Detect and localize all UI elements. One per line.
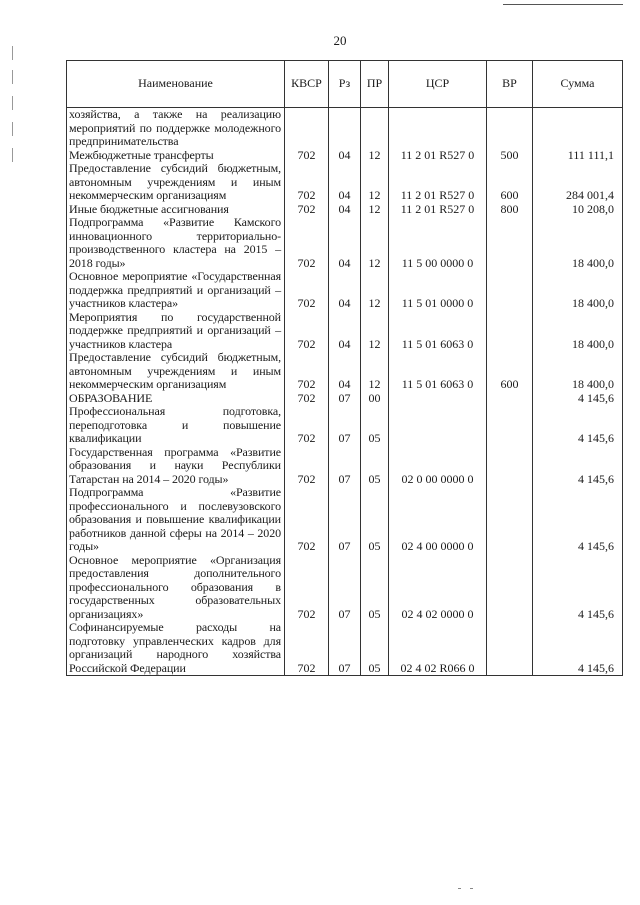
table-row — [67, 486, 623, 554]
cell-vr — [487, 554, 533, 622]
cell-pr — [361, 108, 389, 149]
table-row — [67, 216, 623, 270]
header-pr: ПР — [361, 61, 389, 108]
cell-name: Софинансируемые расходы на подготовку управленческих кадров для организаций народного хозяйства Российской Федерации — [67, 621, 285, 676]
binding-mark — [12, 122, 13, 136]
cell-rz: 07 — [329, 446, 361, 487]
table-body — [67, 108, 623, 676]
cell-rz: 07 — [329, 486, 361, 554]
cell-pr: 12 — [361, 311, 389, 352]
cell-kvsr: 702 — [285, 311, 329, 352]
cell-kvsr: 702 — [285, 203, 329, 217]
cell-pr: 00 — [361, 392, 389, 406]
header-rz: Рз — [329, 61, 361, 108]
table-row — [67, 405, 623, 446]
cell-sum: 18 400,0 — [533, 351, 623, 392]
cell-name: Профессиональная подготовка, переподготовка и повышение квалификации — [67, 405, 285, 446]
cell-kvsr: 702 — [285, 392, 329, 406]
cell-csr: 11 2 01 R527 0 — [389, 149, 487, 163]
cell-sum: 18 400,0 — [533, 311, 623, 352]
cell-vr — [487, 216, 533, 270]
header-kvsr: КВСР — [285, 61, 329, 108]
table-row — [67, 621, 623, 676]
cell-rz — [329, 108, 361, 149]
cell-pr: 12 — [361, 203, 389, 217]
cell-name: Предоставление субсидий бюджетным, автономным учреждениям и иным некоммерческим организациям — [67, 162, 285, 203]
cell-kvsr: 702 — [285, 270, 329, 311]
cell-rz: 04 — [329, 270, 361, 311]
cell-kvsr: 702 — [285, 405, 329, 446]
page-number: 20 — [333, 33, 347, 48]
cell-sum: 111 111,1 — [533, 149, 623, 163]
table-row — [67, 554, 623, 622]
table-header — [67, 61, 623, 108]
cell-rz: 07 — [329, 554, 361, 622]
cell-sum: 4 145,6 — [533, 621, 623, 676]
cell-pr: 05 — [361, 446, 389, 487]
cell-csr: 11 5 01 0000 0 — [389, 270, 487, 311]
cell-kvsr: 702 — [285, 486, 329, 554]
cell-vr: 600 — [487, 162, 533, 203]
cell-csr: 11 5 00 0000 0 — [389, 216, 487, 270]
scan-speck — [458, 888, 461, 889]
cell-vr — [487, 392, 533, 406]
cell-kvsr: 702 — [285, 446, 329, 487]
cell-vr — [487, 486, 533, 554]
scan-speck — [470, 888, 473, 889]
cell-name: Основное мероприятие «Государственная поддержка предприятий и организаций – участников кластера» — [67, 270, 285, 311]
cell-rz: 04 — [329, 311, 361, 352]
cell-sum: 4 145,6 — [533, 446, 623, 487]
cell-sum: 4 145,6 — [533, 392, 623, 406]
cell-name: Государственная программа «Развитие образования и науки Республики Татарстан на 2014 – 2020 годы» — [67, 446, 285, 487]
header-vr: ВР — [487, 61, 533, 108]
table-row — [67, 203, 623, 217]
cell-vr: 600 — [487, 351, 533, 392]
cell-rz: 04 — [329, 216, 361, 270]
cell-vr — [487, 311, 533, 352]
cell-csr: 11 2 01 R527 0 — [389, 203, 487, 217]
cell-pr: 05 — [361, 621, 389, 676]
cell-rz: 07 — [329, 405, 361, 446]
cell-rz: 07 — [329, 621, 361, 676]
cell-pr: 12 — [361, 270, 389, 311]
cell-vr — [487, 446, 533, 487]
binding-mark — [12, 70, 13, 84]
cell-name: ОБРАЗОВАНИЕ — [67, 392, 285, 406]
cell-sum: 10 208,0 — [533, 203, 623, 217]
cell-pr: 05 — [361, 486, 389, 554]
cell-kvsr: 702 — [285, 162, 329, 203]
cell-sum — [533, 108, 623, 149]
cell-kvsr: 702 — [285, 351, 329, 392]
cell-csr: 11 5 01 6063 0 — [389, 351, 487, 392]
cell-vr — [487, 621, 533, 676]
cell-csr: 02 4 02 0000 0 — [389, 554, 487, 622]
cell-csr: 11 2 01 R527 0 — [389, 162, 487, 203]
cell-csr: 02 4 02 R066 0 — [389, 621, 487, 676]
cell-name: Иные бюджетные ассигнования — [67, 203, 285, 217]
binding-mark — [12, 148, 13, 162]
cell-rz: 04 — [329, 162, 361, 203]
cell-kvsr — [285, 108, 329, 149]
cell-kvsr: 702 — [285, 216, 329, 270]
cell-sum: 4 145,6 — [533, 405, 623, 446]
cell-sum: 4 145,6 — [533, 486, 623, 554]
binding-mark — [12, 96, 13, 110]
cell-name: Основное мероприятие «Организация предоставления дополнительного профессионального образования в государственных образовательных организациях» — [67, 554, 285, 622]
cell-csr: 11 5 01 6063 0 — [389, 311, 487, 352]
table-row — [67, 392, 623, 406]
table-row — [67, 270, 623, 311]
cell-sum: 284 001,4 — [533, 162, 623, 203]
cell-pr: 05 — [361, 554, 389, 622]
cell-name: Межбюджетные трансферты — [67, 149, 285, 163]
cell-csr — [389, 108, 487, 149]
cell-sum: 18 400,0 — [533, 270, 623, 311]
table-row — [67, 351, 623, 392]
cell-rz: 04 — [329, 203, 361, 217]
cell-rz: 04 — [329, 149, 361, 163]
cell-name: хозяйства, а также на реализацию мероприятий по поддержке молодежного предпринимательства — [67, 108, 285, 149]
cell-vr — [487, 108, 533, 149]
cell-vr — [487, 405, 533, 446]
table-row — [67, 108, 623, 149]
cell-pr: 05 — [361, 405, 389, 446]
cell-csr — [389, 405, 487, 446]
cell-pr: 12 — [361, 351, 389, 392]
header-csr: ЦСР — [389, 61, 487, 108]
cell-rz: 07 — [329, 392, 361, 406]
top-edge-rule — [503, 4, 623, 5]
cell-kvsr: 702 — [285, 149, 329, 163]
cell-kvsr: 702 — [285, 621, 329, 676]
cell-csr: 02 0 00 0000 0 — [389, 446, 487, 487]
cell-vr: 800 — [487, 203, 533, 217]
cell-vr — [487, 270, 533, 311]
table-row — [67, 162, 623, 203]
table-row — [67, 149, 623, 163]
table-row — [67, 446, 623, 487]
table-row — [67, 311, 623, 352]
cell-pr: 12 — [361, 216, 389, 270]
cell-sum: 4 145,6 — [533, 554, 623, 622]
cell-name: Предоставление субсидий бюджетным, автономным учреждениям и иным некоммерческим организациям — [67, 351, 285, 392]
cell-csr — [389, 392, 487, 406]
cell-name: Подпрограмма «Развитие профессионального и послевузовского образования и повышение квалификации работников данной сферы на 2014 – 2020 годы» — [67, 486, 285, 554]
cell-vr: 500 — [487, 149, 533, 163]
cell-pr: 12 — [361, 149, 389, 163]
header-name: Наименование — [67, 61, 285, 108]
budget-table — [66, 60, 623, 676]
cell-sum: 18 400,0 — [533, 216, 623, 270]
header-sum: Сумма — [533, 61, 623, 108]
cell-pr: 12 — [361, 162, 389, 203]
cell-rz: 04 — [329, 351, 361, 392]
cell-csr: 02 4 00 0000 0 — [389, 486, 487, 554]
cell-name: Мероприятия по государственной поддержке предприятий и организаций – участников кластера — [67, 311, 285, 352]
cell-kvsr: 702 — [285, 554, 329, 622]
cell-name: Подпрограмма «Развитие Камского инновационного территориально-производственного кластера на 2015 – 2018 годы» — [67, 216, 285, 270]
